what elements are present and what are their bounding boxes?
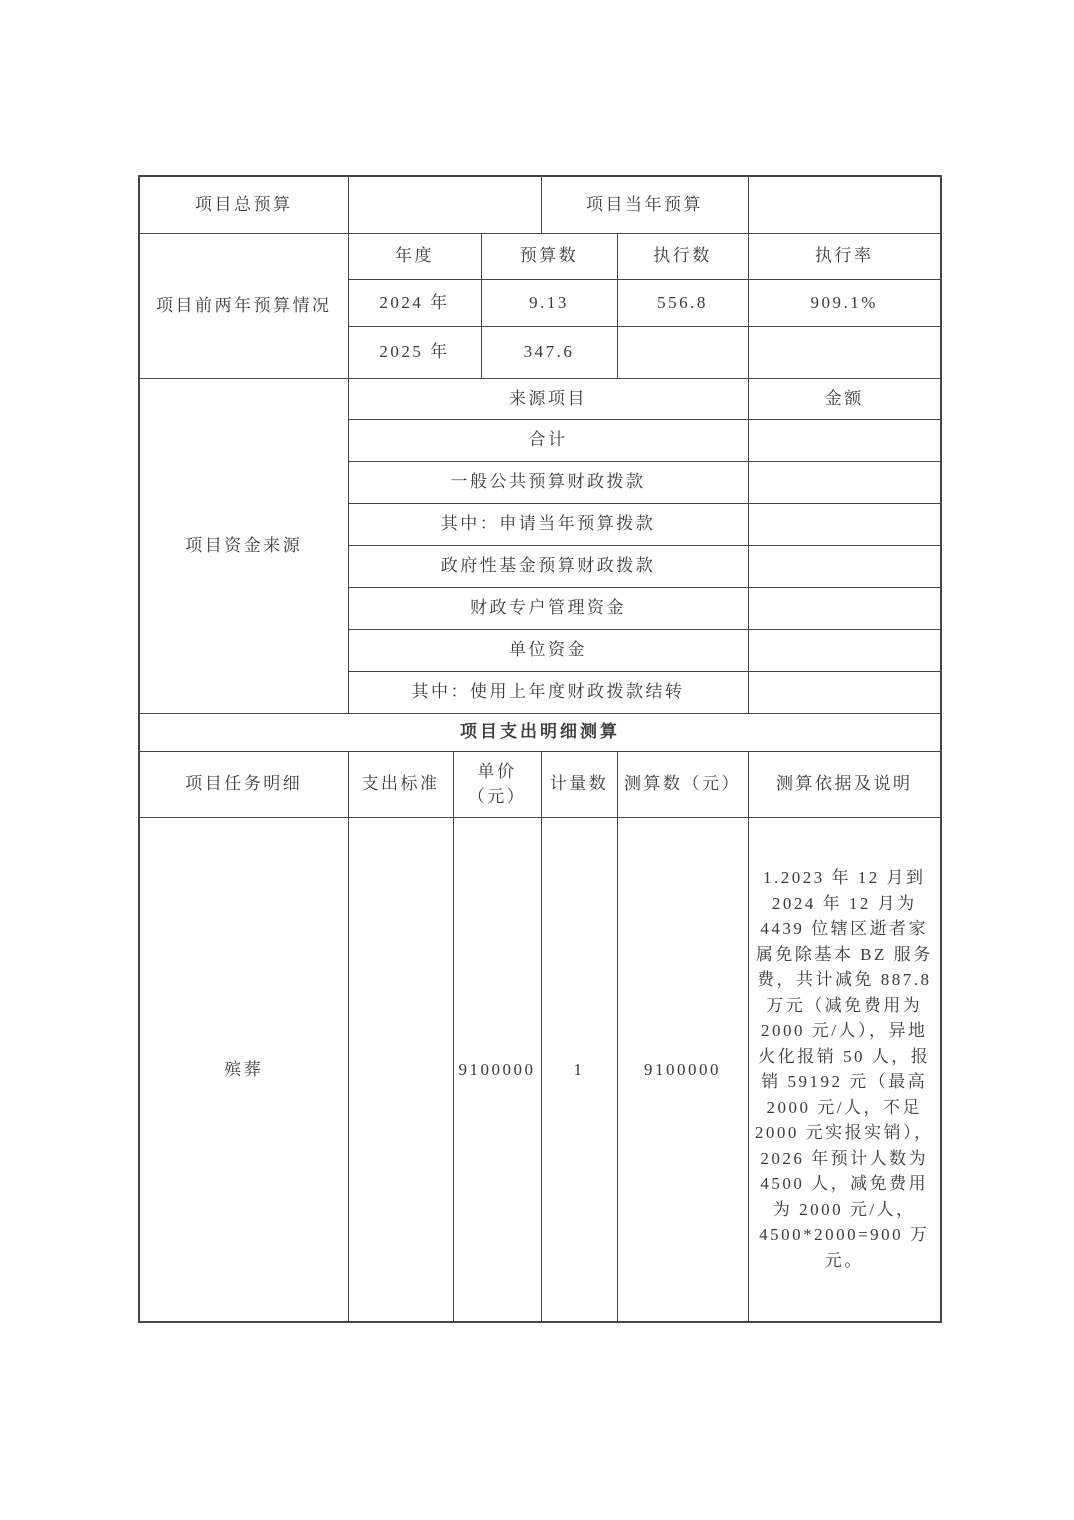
project-current-year-budget-value — [748, 176, 941, 233]
funding-item-label: 合计 — [348, 419, 748, 461]
rate-2025-cell — [748, 326, 941, 378]
funding-item-amount — [748, 461, 941, 503]
task-detail-column-header: 项目任务明细 — [139, 751, 348, 817]
expenditure-header-row — [139, 751, 941, 817]
calculated-amount-column-header: 测算数（元） — [617, 751, 748, 817]
expenditure-standard-column-header: 支出标准 — [348, 751, 453, 817]
project-total-budget-value — [348, 176, 541, 233]
quantity-cell: 1 — [541, 817, 617, 1322]
execution-rate-column-header: 执行率 — [748, 233, 941, 279]
funding-item-label: 其中：申请当年预算拨款 — [348, 503, 748, 545]
expenditure-section-title-row — [139, 713, 941, 751]
funding-item-amount — [748, 671, 941, 713]
expenditure-data-row-funeral — [139, 817, 941, 1322]
funding-item-label: 政府性基金预算财政拨款 — [348, 545, 748, 587]
prior-years-header-row — [139, 233, 941, 279]
project-current-year-budget-label: 项目当年预算 — [541, 176, 748, 233]
task-cell: 殡葬 — [139, 817, 348, 1322]
budget-2025-cell: 347.6 — [481, 326, 617, 378]
funding-item-label: 一般公共预算财政拨款 — [348, 461, 748, 503]
year-2024-cell: 2024 年 — [348, 279, 481, 326]
budget-2024-cell: 9.13 — [481, 279, 617, 326]
budget-column-header: 预算数 — [481, 233, 617, 279]
project-total-budget-label: 项目总预算 — [139, 176, 348, 233]
project-budget-table — [138, 175, 942, 1323]
executed-column-header: 执行数 — [617, 233, 748, 279]
funding-item-amount — [748, 419, 941, 461]
unit-price-cell: 9100000 — [453, 817, 541, 1322]
funding-item-amount — [748, 587, 941, 629]
standard-cell — [348, 817, 453, 1322]
funding-item-label: 其中：使用上年度财政拨款结转 — [348, 671, 748, 713]
funding-item-amount — [748, 545, 941, 587]
executed-2024-cell: 556.8 — [617, 279, 748, 326]
unit-price-column-header: 单价（元） — [453, 751, 541, 817]
funding-section-label: 项目资金来源 — [139, 378, 348, 713]
rate-2024-cell: 909.1% — [748, 279, 941, 326]
funding-item-amount — [748, 503, 941, 545]
basis-column-header: 测算依据及说明 — [748, 751, 941, 817]
calculated-amount-cell: 9100000 — [617, 817, 748, 1322]
funding-item-amount — [748, 629, 941, 671]
executed-2025-cell — [617, 326, 748, 378]
prior-years-section-label: 项目前两年预算情况 — [139, 233, 348, 378]
funding-amount-header: 金额 — [748, 378, 941, 419]
funding-item-label: 财政专户管理资金 — [348, 587, 748, 629]
funding-source-header: 来源项目 — [348, 378, 748, 419]
basis-cell: 1.2023 年 12 月到 2024 年 12 月为 4439 位辖区逝者家属免除基本 BZ 服务费，共计减免 887.8 万元（减免费用为 2000 元/人），异地火化报销 50 人，报销 59192 元（最高 2000 元/人，不足 2000 元实报实销），2026 年预计人数为 4500 人，减免费用为 2000 元/人，4500*2000=900 万元。 — [748, 817, 941, 1322]
funding-item-label: 单位资金 — [348, 629, 748, 671]
year-2025-cell: 2025 年 — [348, 326, 481, 378]
expenditure-section-title: 项目支出明细测算 — [139, 713, 941, 751]
funding-header-row — [139, 378, 941, 419]
quantity-column-header: 计量数 — [541, 751, 617, 817]
summary-row — [139, 176, 941, 233]
year-column-header: 年度 — [348, 233, 481, 279]
